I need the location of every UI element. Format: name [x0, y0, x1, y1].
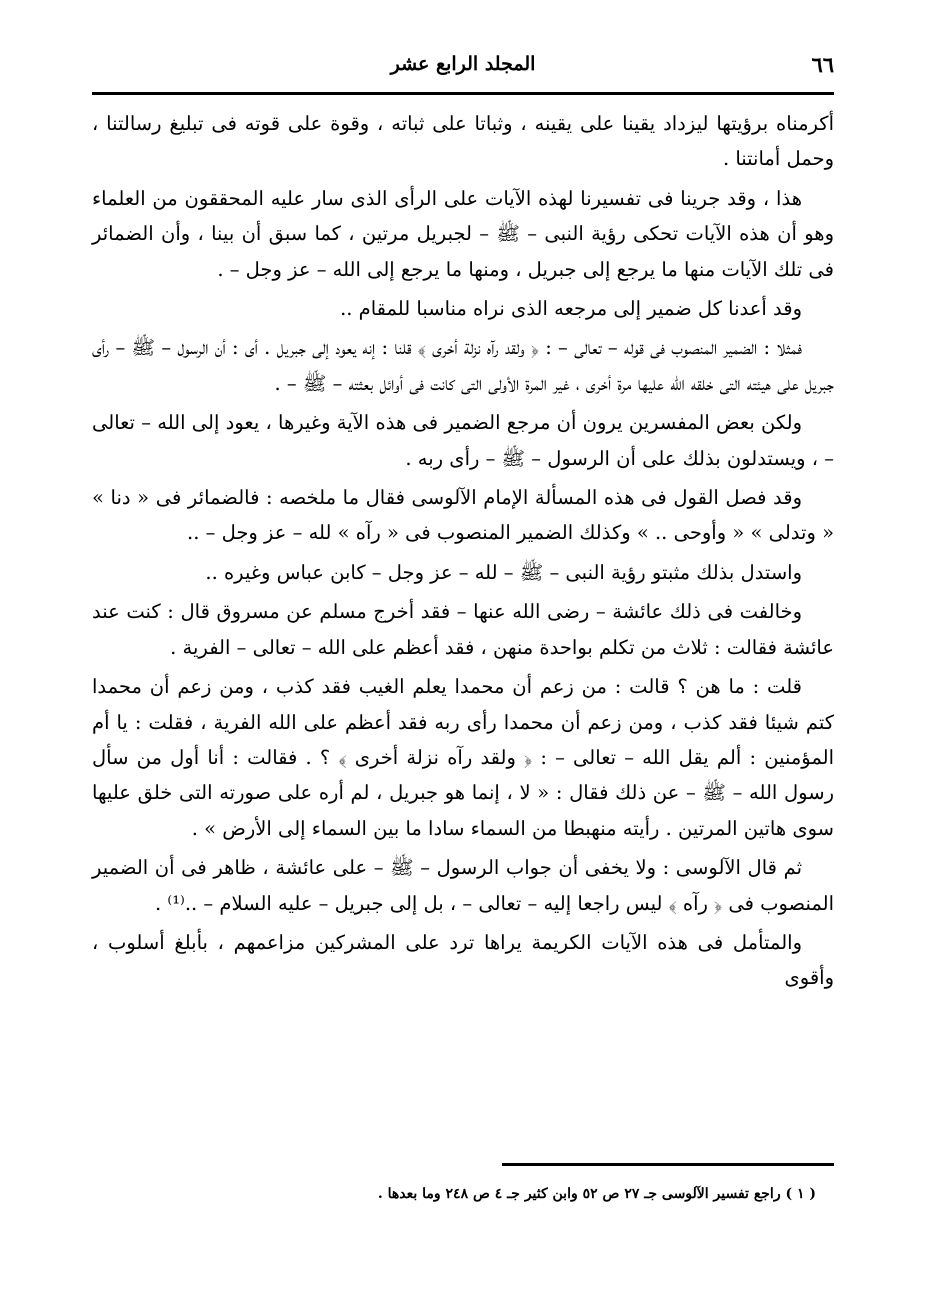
page-body [92, 106, 834, 1000]
paragraph: وخالفت فى ذلك عائشة – رضى الله عنها – فقد أخرج مسلم عن مسروق قال : كنت عند عائشة فقالت : ثلاث من تكلم بواحدة منهن ، فقد أعظم على الله – تعالى – الفرية . [92, 600, 834, 659]
paragraph: ثم قال الآلوسى : ولا يخفى أن جواب الرسول – ﷺ – على عائشة ، ظاهر فى أن الضمير المنصوب فى ﴿ رآه ﴾ ليس راجعا إليه – تعالى – ، بل إلى جبريل – عليه السلام – ..⁽¹⁾ . [92, 856, 834, 915]
paragraph: فمثلا : الضمير المنصوب فى قوله – تعالى – : ﴿ ولقد رآه نزلة أخرى ﴾ قلنا : إنه يعود إلى جبريل . أى : أن الرسول – ﷺ – رأى جبريل على هيئته التى خلقه الله عليها مرة أخرى ، غير المرة الأولى التى كانت فى أوائل بعثته – ﷺ – . [92, 336, 834, 395]
paragraph: وقد أعدنا كل ضمير إلى مرجعه الذى نراه مناسبا للمقام .. [340, 297, 802, 321]
footnote: ( ١ ) راجع تفسير الآلوسى جـ ٢٧ ص ٥٢ وابن كثير جـ ٤ ص ٢٤٨ وما بعدها . [377, 1186, 816, 1202]
page-header [92, 52, 834, 88]
paragraph: والمتأمل فى هذه الآيات الكريمة يراها ترد على المشركين مزاعمهم ، بأبلغ أسلوب ، وأقوى [92, 930, 834, 990]
paragraph: وقد فصل القول فى هذه المسألة الإمام الآلوسى فقال ما ملخصه : فالضمائر فى « دنا » « وتدلى » « وأوحى .. » وكذلك الضمير المنصوب فى « رآه » لله – عز وجل – .. [92, 486, 834, 545]
paragraph: أكرمناه برؤيتها ليزداد يقينا على يقينه ، وثباتا على ثباته ، وقوة على قوته فى تبليغ رسالتنا ، وحمل أمانتنا . [92, 112, 834, 171]
paragraph: ولكن بعض المفسرين يرون أن مرجع الضمير فى هذه الآية وغيرها ، يعود إلى الله – تعالى – ، ويستدلون بذلك على أن الرسول – ﷺ – رأى ربه . [92, 411, 834, 470]
volume-title: المجلد الرابع عشر [390, 53, 536, 75]
paragraph: هذا ، وقد جرينا فى تفسيرنا لهذه الآيات على الرأى الذى سار عليه المحققون من العلماء وهو أن هذه الآيات تحكى رؤية النبى – ﷺ – لجبريل مرتين ، كما سبق أن بينا ، وأن الضمائر فى تلك الآيات منها ما يرجع إلى جبريل ، ومنها ما يرجع إلى الله – عز وجل – . [92, 186, 834, 281]
paragraph: واستدل بذلك مثبتو رؤية النبى – ﷺ – لله – عز وجل – كابن عباس وغيره .. [205, 560, 802, 584]
footnote-rule [502, 1163, 834, 1166]
header-rule [92, 92, 834, 95]
paragraph: قلت : ما هن ؟ قالت : من زعم أن محمدا يعلم الغيب فقد كذب ، ومن زعم أن محمدا كتم شيئا فقد كذب ، ومن زعم أن محمدا رأى ربه فقد أعظم على الله الفرية ، فقلت : يا أم المؤمنين : ألم يقل الله – تعالى – : ﴿ ولقد رآه نزلة أخرى ﴾ ؟ . فقالت : أنا أول من سأل رسول الله – ﷺ – عن ذلك فقال : « لا ، إنما هو جبريل ، لم أره على صورته التى خلق عليها سوى هاتين المرتين . رأيته منهبطا من السماء سادا ما بين السماء إلى الأرض » . [92, 675, 834, 840]
page-number: ٦٦ [811, 52, 834, 77]
